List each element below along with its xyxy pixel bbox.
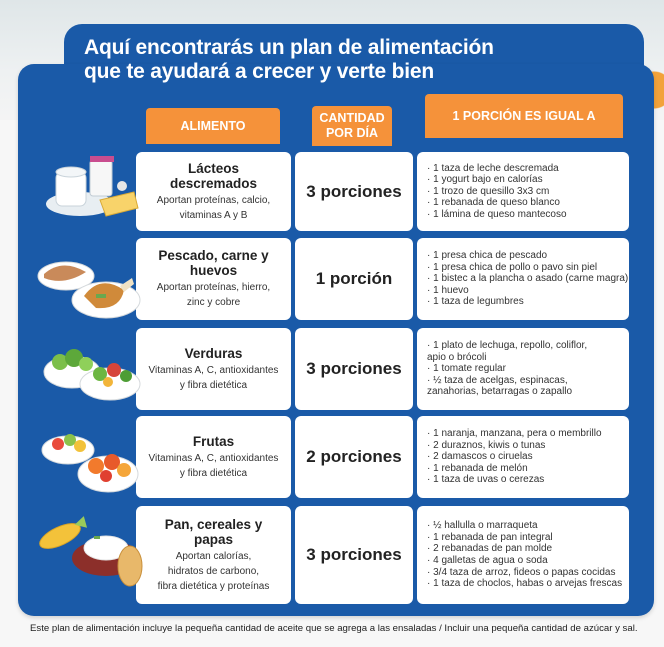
portion-item: · 1 presa chica de pollo o pavo sin piel bbox=[427, 261, 598, 273]
portion-item: · 1 trozo de quesillo 3x3 cm bbox=[427, 185, 550, 197]
footer-note: Este plan de alimentación incluye la pequeña cantidad de aceite que se agrega a las ensaladas / Incluir una pequeña cantidad de azúcar y sal. bbox=[30, 623, 638, 634]
portion-item: · 3/4 taza de arroz, fideos o papas cocidas bbox=[427, 566, 616, 578]
food-name: Frutas bbox=[192, 433, 235, 449]
food-description-line: Aportan proteínas, hierro, bbox=[156, 282, 271, 293]
food-description bbox=[149, 451, 279, 481]
portion-item: · 1 bistec a la plancha o asado (carne magra) bbox=[427, 273, 629, 285]
food-description bbox=[149, 363, 279, 393]
portion-item: · 2 damascos o ciruelas bbox=[427, 451, 533, 463]
portion-item: apio o brócoli bbox=[427, 351, 487, 363]
portion-item: · 1 tomate regular bbox=[427, 363, 506, 375]
food-description-line: Aportan proteínas, calcio, bbox=[156, 194, 271, 206]
food-description-line: fibra dietética y proteínas bbox=[157, 580, 270, 592]
header-portion: 1 PORCIÓN ES IGUAL A bbox=[425, 94, 623, 138]
food-cell bbox=[136, 152, 291, 231]
portion-item: · 2 duraznos, kiwis o tunas bbox=[427, 439, 546, 451]
quantity-cell: 3 porciones bbox=[295, 152, 413, 231]
portion-item: · 1 rebanada de pan integral bbox=[427, 531, 553, 543]
portion-item: · 1 taza de choclos, habas o arvejas frescas bbox=[427, 578, 623, 590]
portion-cell bbox=[417, 328, 629, 410]
portion-item: · 1 presa chica de pescado bbox=[427, 250, 548, 262]
portion-cell bbox=[417, 506, 629, 604]
food-name: Lácteos descremados bbox=[169, 160, 258, 191]
food-description-line: zinc y cobre bbox=[186, 297, 241, 308]
quantity-cell: 2 porciones bbox=[295, 416, 413, 498]
food-description-line: Aportan calorías, bbox=[175, 550, 252, 562]
food-description-line: hidratos de carbono, bbox=[167, 565, 260, 577]
title-line-2: que te ayudará a crecer y verte bien bbox=[84, 60, 434, 83]
food-description-line: Vitaminas A, C, antioxidantes bbox=[148, 364, 279, 376]
portion-item: · ½ hallulla o marraqueta bbox=[427, 520, 538, 532]
page-title bbox=[84, 36, 644, 84]
portion-item: · 1 huevo bbox=[427, 284, 469, 296]
bread-rice-corn-icon bbox=[34, 506, 144, 596]
portion-item: · 1 taza de uvas o cerezas bbox=[427, 474, 545, 486]
portion-cell bbox=[417, 238, 629, 320]
portion-item: · ½ taza de acelgas, espinacas, bbox=[427, 374, 568, 386]
food-name: Pescado, carne y huevos bbox=[158, 248, 269, 278]
portion-item: · 1 rebanada de queso blanco bbox=[427, 197, 560, 209]
food-cell bbox=[136, 416, 291, 498]
portion-item: · 1 rebanada de melón bbox=[427, 462, 528, 474]
food-name: Pan, cereales y papas bbox=[164, 516, 263, 547]
portion-item: · 1 taza de leche descremada bbox=[427, 162, 559, 174]
food-description bbox=[158, 549, 270, 594]
header-food: ALIMENTO bbox=[146, 108, 280, 144]
quantity-cell: 1 porción bbox=[295, 238, 413, 320]
header-qty: CANTIDAD POR DÍA bbox=[312, 106, 392, 146]
dairy-icon bbox=[34, 142, 144, 226]
quantity-cell: 3 porciones bbox=[295, 506, 413, 604]
portion-item: zanahorias, betarragas o zapallo bbox=[427, 386, 573, 398]
portion-cell bbox=[417, 416, 629, 498]
food-description-line: y fibra dietética bbox=[179, 379, 248, 391]
food-description-line: vitaminas A y B bbox=[179, 209, 248, 221]
title-line-1: Aquí encontrarás un plan de alimentación bbox=[84, 36, 494, 59]
fish-chicken-icon bbox=[34, 238, 144, 326]
food-description-line: Vitaminas A, C, antioxidantes bbox=[148, 452, 279, 464]
portion-item: · 1 naranja, manzana, pera o membrillo bbox=[427, 428, 602, 440]
portion-item: · 1 lámina de queso mantecoso bbox=[427, 208, 567, 220]
salad-icon bbox=[34, 332, 144, 412]
food-description-line: y fibra dietética bbox=[179, 467, 248, 479]
portion-item: · 1 yogurt bajo en calorías bbox=[427, 174, 543, 186]
food-description bbox=[157, 193, 270, 223]
portion-item: · 1 taza de legumbres bbox=[427, 296, 524, 308]
fruit-bowl-icon bbox=[34, 418, 144, 502]
food-cell bbox=[136, 328, 291, 410]
portion-cell bbox=[417, 152, 629, 231]
portion-item: · 4 galletas de agua o soda bbox=[427, 555, 548, 566]
quantity-cell: 3 porciones bbox=[295, 328, 413, 410]
food-name: Verduras bbox=[184, 345, 243, 361]
portion-item: · 2 rebanadas de pan molde bbox=[427, 543, 553, 555]
portion-item: · 1 plato de lechuga, repollo, coliflor, bbox=[427, 340, 588, 352]
food-cell bbox=[136, 506, 291, 604]
food-cell bbox=[136, 238, 291, 320]
food-description bbox=[157, 280, 270, 310]
